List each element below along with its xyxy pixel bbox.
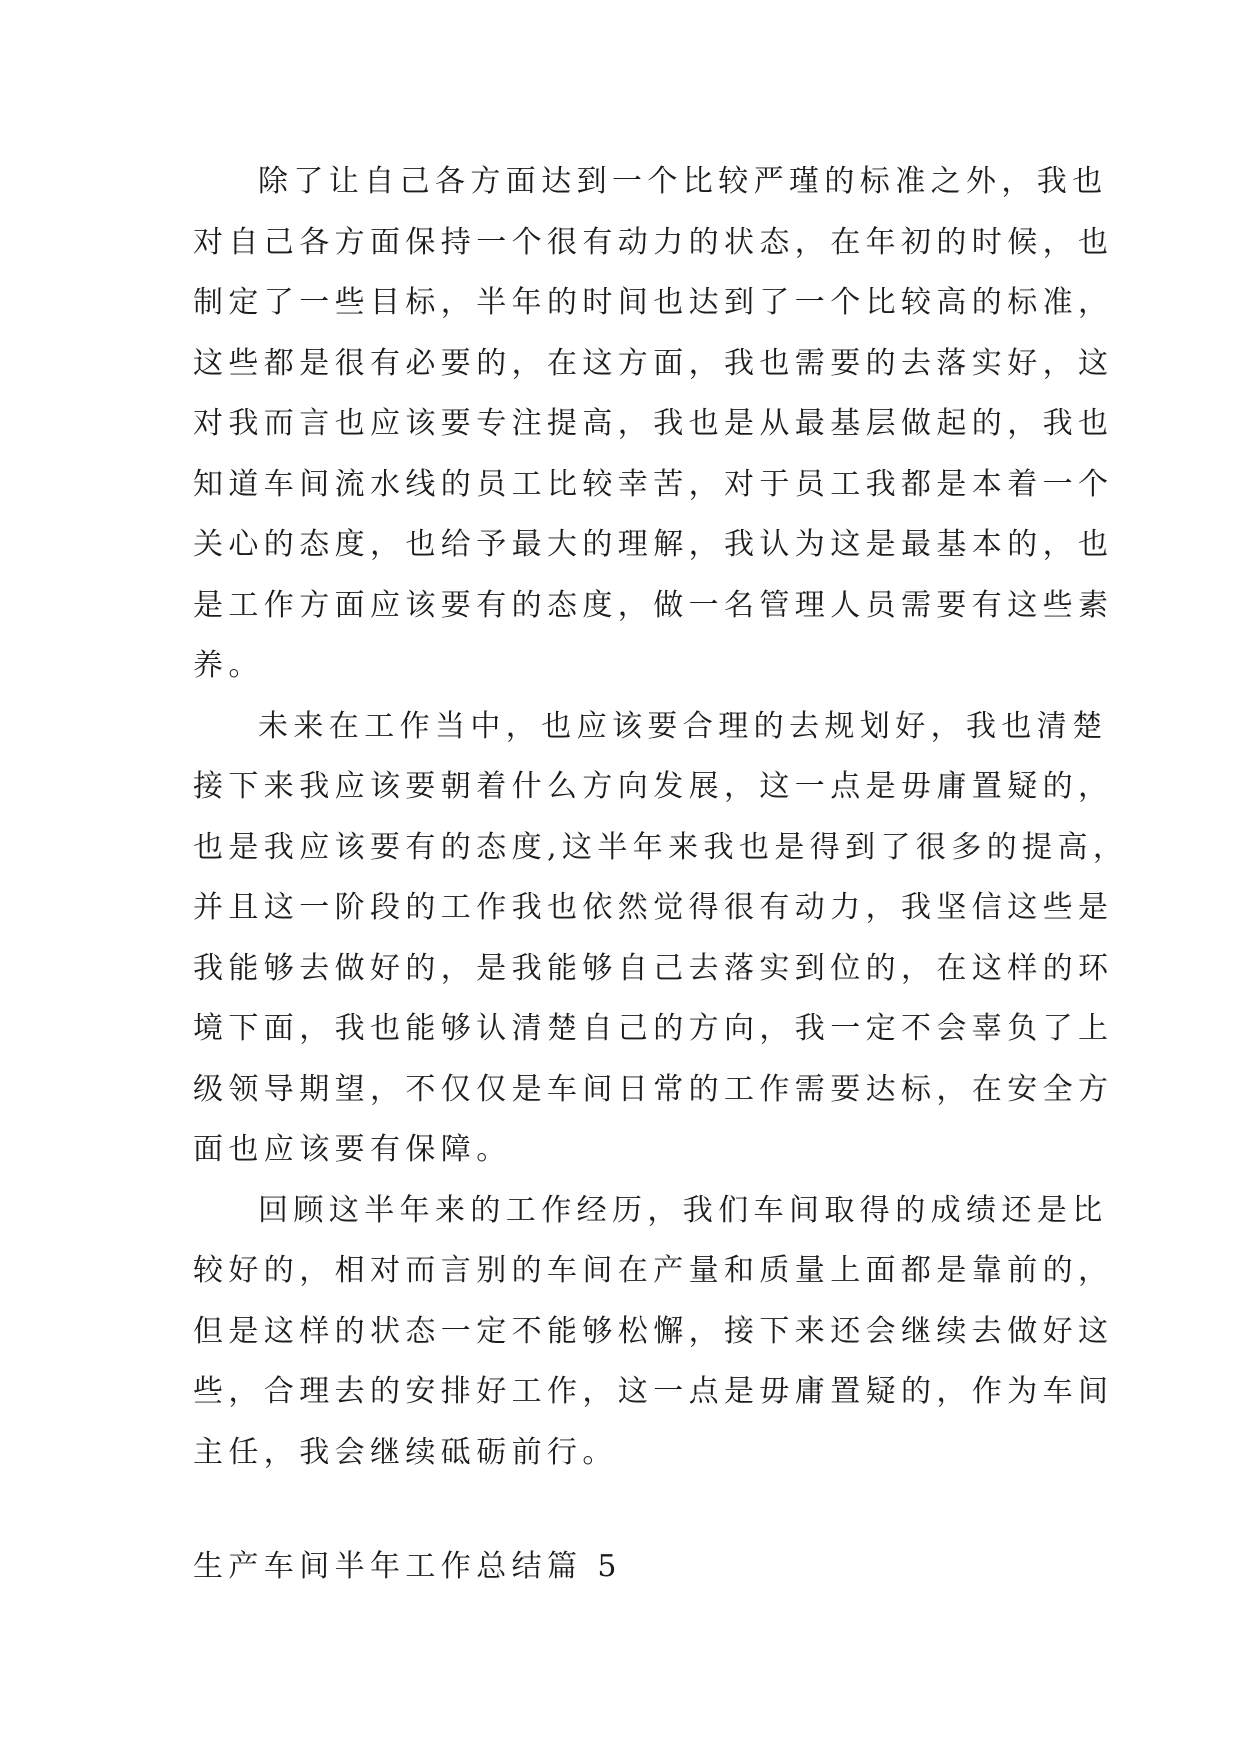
paragraph-line: 对我而言也应该要专注提高，我也是从最基层做起的，我也 xyxy=(193,406,1114,441)
paragraph-line: 主任，我会继续砥砺前行。 xyxy=(193,1434,618,1470)
paragraph-line: 回顾这半年来的工作经历，我们车间取得的成绩还是比 xyxy=(258,1192,1108,1228)
paragraph-line: 养。 xyxy=(193,648,264,683)
paragraph-line: 较好的，相对而言别的车间在产量和质量上面都是靠前的， xyxy=(193,1253,1114,1288)
paragraph-line: 知道车间流水线的员工比较幸苦，对于员工我都是本着一个 xyxy=(193,466,1114,502)
paragraph xyxy=(193,152,1114,697)
paragraph-line: 并且这一阶段的工作我也依然觉得很有动力，我坚信这些是 xyxy=(193,890,1114,925)
paragraph-line: 关心的态度，也给予最大的理解，我认为这是最基本的，也 xyxy=(193,527,1114,562)
paragraph-line: 接下来我应该要朝着什么方向发展，这一点是毋庸置疑的， xyxy=(193,769,1114,804)
document-body xyxy=(193,152,1129,1598)
paragraph-line: 是工作方面应该要有的态度，做一名管理人员需要有这些素 xyxy=(193,587,1114,623)
paragraph-line: 级领导期望，不仅仅是车间日常的工作需要达标，在安全方 xyxy=(193,1071,1114,1107)
paragraph-line: 境下面，我也能够认清楚自己的方向，我一定不会辜负了上 xyxy=(193,1011,1114,1046)
paragraph-line: 面也应该要有保障。 xyxy=(193,1132,512,1167)
paragraph-line: 对自己各方面保持一个很有动力的状态，在年初的时候，也 xyxy=(193,224,1114,260)
paragraph xyxy=(193,1181,1114,1484)
section-heading: 生产车间半年工作总结篇 5 xyxy=(193,1549,622,1584)
paragraph xyxy=(193,697,1129,1181)
paragraph-line: 除了让自己各方面达到一个比较严瑾的标准之外，我也 xyxy=(258,164,1108,199)
paragraph-line: 些，合理去的安排好工作，这一点是毋庸置疑的，作为车间 xyxy=(193,1374,1114,1409)
paragraph-line: 但是这样的状态一定不能够松懈，接下来还会继续去做好这 xyxy=(193,1313,1114,1349)
paragraph-line: 制定了一些目标，半年的时间也达到了一个比较高的标准， xyxy=(193,285,1114,320)
paragraph-line: 我能够去做好的，是我能够自己去落实到位的，在这样的环 xyxy=(193,950,1114,986)
section-spacer xyxy=(193,1483,1063,1537)
paragraph-line: 这些都是很有必要的，在这方面，我也需要的去落实好，这 xyxy=(193,345,1114,381)
paragraph-line: 未来在工作当中，也应该要合理的去规划好，我也清楚 xyxy=(258,708,1108,744)
paragraph-line: 也是我应该要有的态度,这半年来我也是得到了很多的提高， xyxy=(193,829,1129,865)
